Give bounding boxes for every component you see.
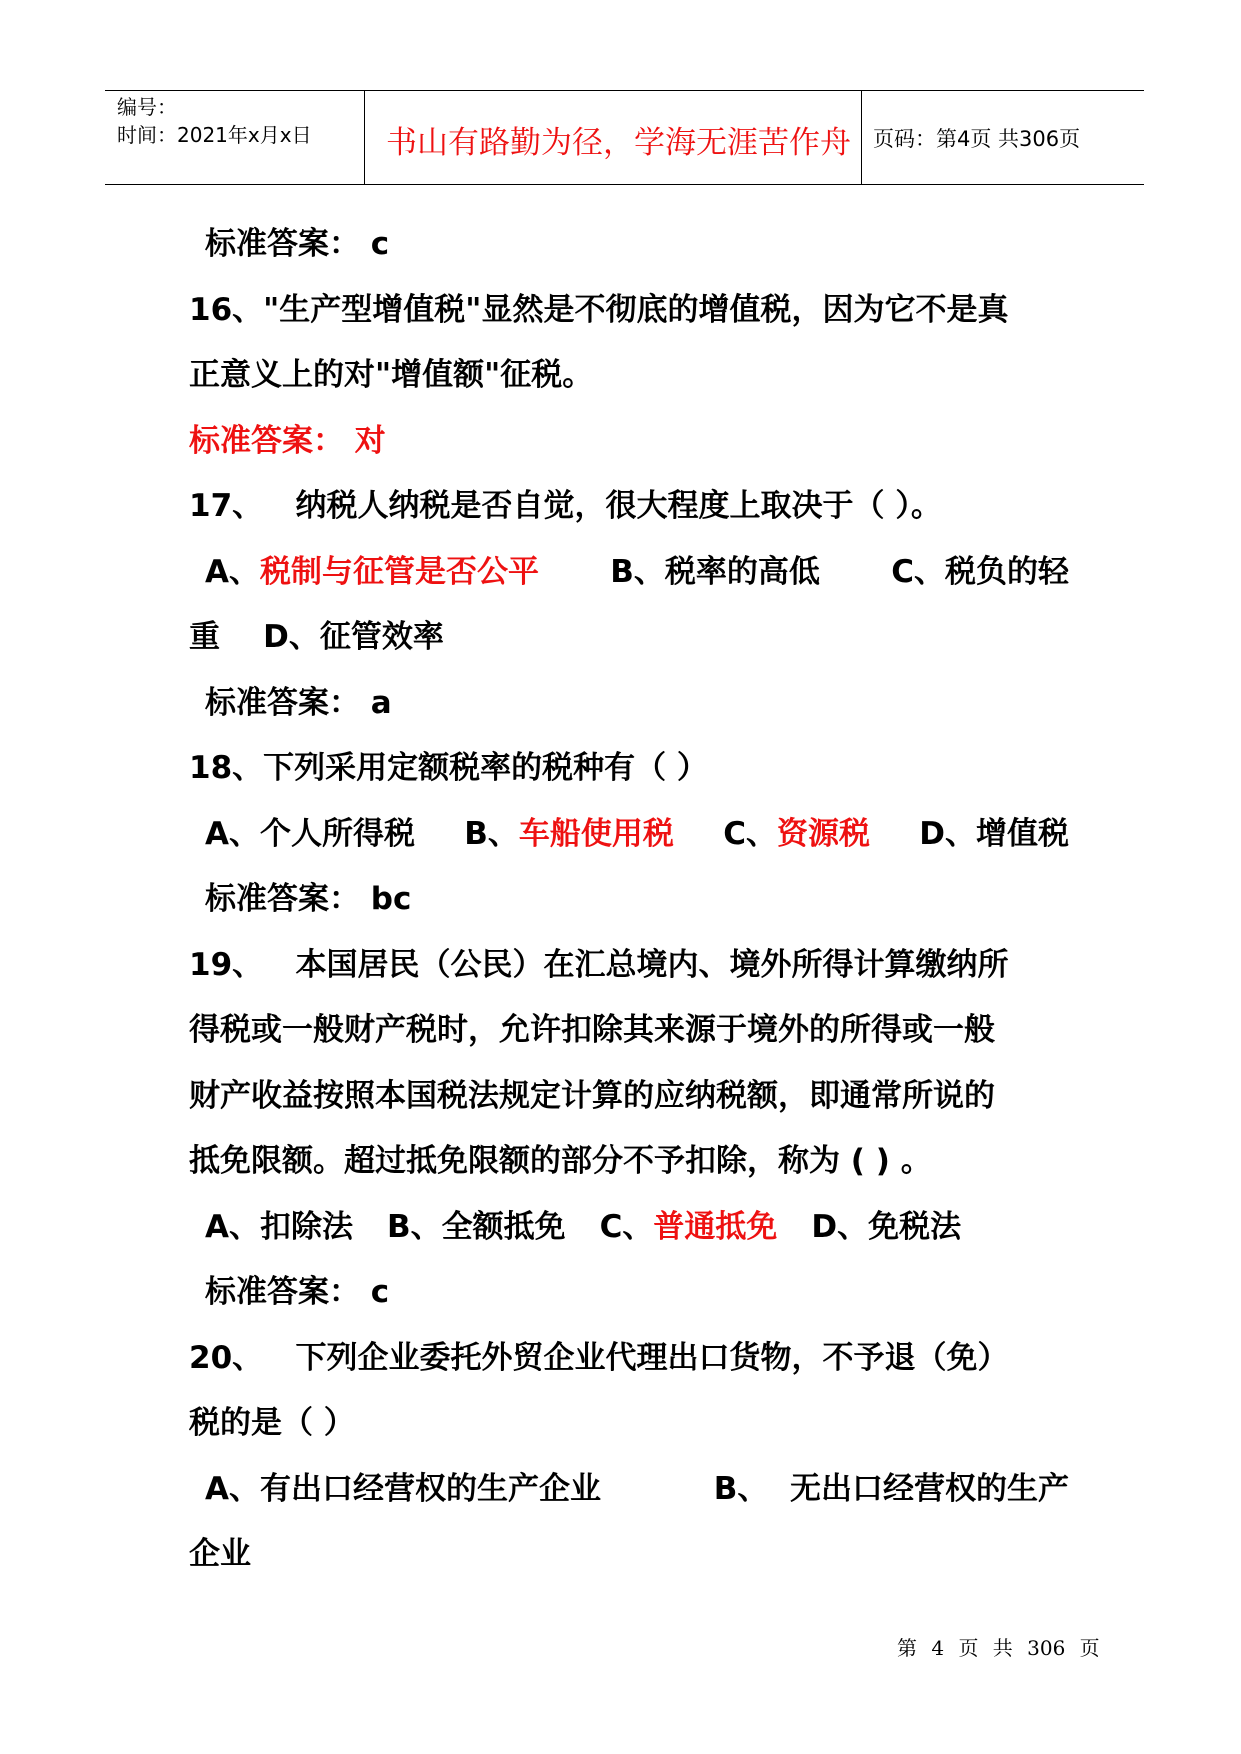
option-b: B、 无出口经营权的生产 — [713, 1470, 1069, 1507]
option-a: A、有出口经营权的生产企业 — [205, 1470, 601, 1507]
answer-16: 标准答案： 对 — [189, 422, 386, 459]
header-divider — [364, 91, 365, 184]
question-content — [189, 212, 1069, 1588]
serial-label: 编号： — [117, 95, 177, 119]
option-b: B、车船使用税 — [464, 815, 674, 852]
option-a: A、税制与征管是否公平 — [205, 553, 539, 590]
option-d: D、免税法 — [811, 1208, 962, 1245]
option-c: C、税负的轻 — [891, 553, 1069, 590]
answer-19: 标准答案： c — [205, 1274, 390, 1310]
question-19-line-3: 财产收益按照本国税法规定计算的应纳税额，即通常所说的 — [189, 1077, 995, 1114]
question-19-line-4: 抵免限额。超过抵免限额的部分不予扣除，称为 ( ) 。 — [189, 1143, 932, 1179]
page-footer: 第 4 页 共 306 页 — [897, 1636, 1100, 1660]
question-20-options — [189, 1457, 1069, 1523]
question-16-line-2: 正意义上的对"增值额"征税。 — [189, 357, 594, 393]
option-a: A、扣除法 — [205, 1208, 353, 1245]
option-b: B、税率的高低 — [610, 553, 820, 590]
question-17-options — [189, 540, 1069, 606]
question-20-options-cont: 企业 — [189, 1536, 251, 1572]
question-19-line-2: 得税或一般财产税时，允许扣除其来源于境外的所得或一般 — [189, 1012, 995, 1048]
header-divider — [861, 91, 862, 184]
option-c: C、资源税 — [723, 815, 870, 852]
page-header — [105, 90, 1144, 185]
question-18-options — [189, 802, 1069, 868]
header-page-code: 页码：第4页 共306页 — [873, 127, 1081, 151]
question-19-line-1: 19、 本国居民（公民）在汇总境内、境外所得计算缴纳所 — [189, 946, 1009, 983]
option-a: A、个人所得税 — [205, 815, 415, 852]
question-16-line-1: 16、"生产型增值税"显然是不彻底的增值税，因为它不是真 — [189, 291, 1009, 328]
question-20-line-1: 20、 下列企业委托外贸企业代理出口货物，不予退（免） — [189, 1339, 1009, 1376]
question-17-options-cont: 重 D、征管效率 — [189, 619, 444, 655]
answer-18: 标准答案： bc — [205, 881, 412, 917]
answer-15: 标准答案： c — [205, 226, 390, 262]
question-18: 18、下列采用定额税率的税种有（ ） — [189, 750, 708, 786]
date-label: 时间：2021年x月x日 — [117, 123, 312, 147]
option-d: D、增值税 — [919, 815, 1069, 852]
question-19-options — [189, 1195, 1069, 1261]
header-motto: 书山有路勤为径，学海无涯苦作舟 — [386, 125, 851, 161]
answer-17: 标准答案： a — [205, 684, 392, 721]
question-17: 17、 纳税人纳税是否自觉，很大程度上取决于（ ）。 — [189, 488, 942, 524]
option-b: B、全额抵免 — [387, 1208, 566, 1245]
question-20-line-2: 税的是（ ） — [189, 1405, 355, 1441]
header-meta — [117, 93, 312, 149]
option-c: C、普通抵免 — [599, 1208, 778, 1245]
